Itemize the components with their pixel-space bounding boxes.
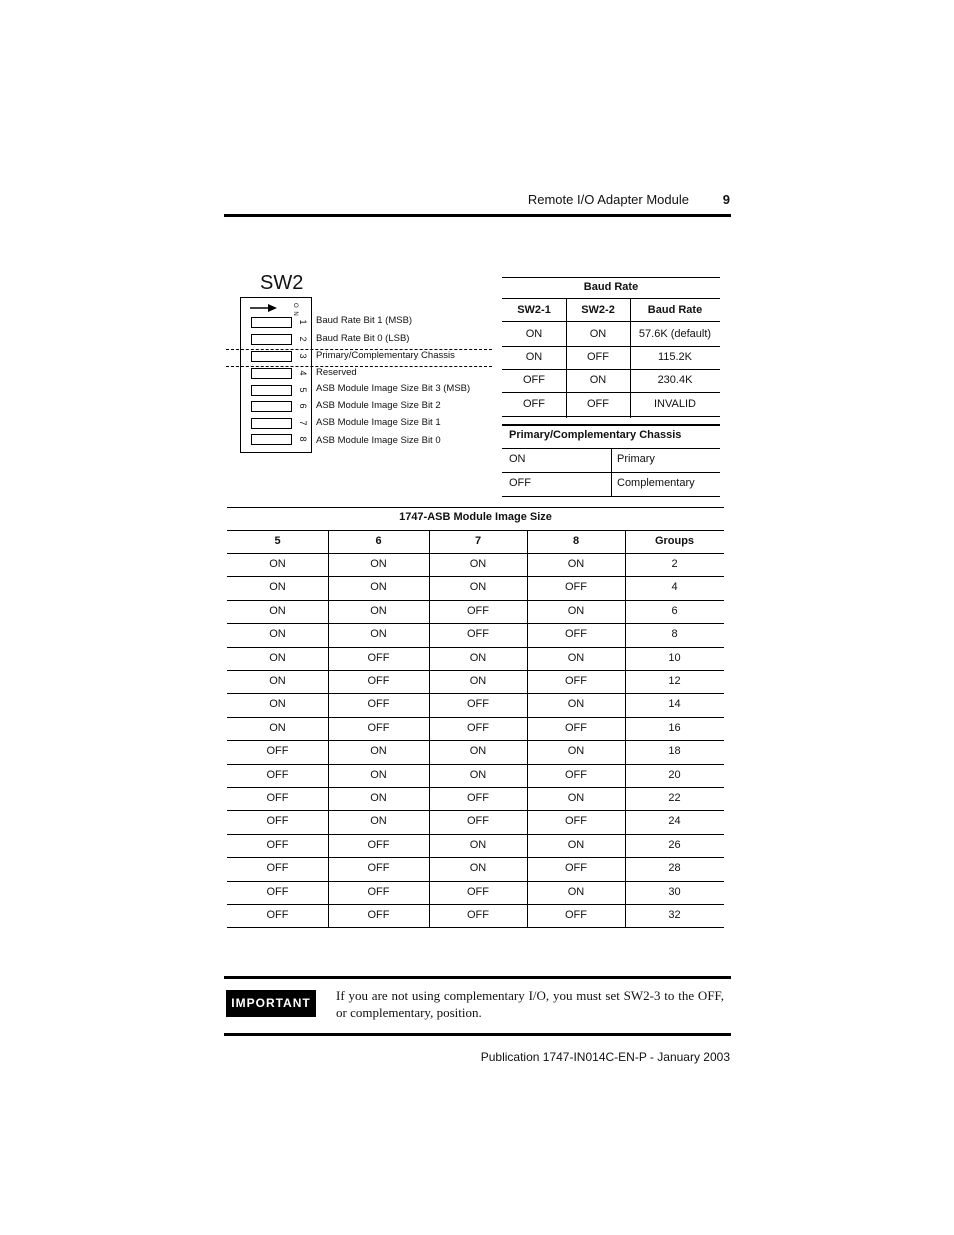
switch-number-1: 1 bbox=[298, 319, 308, 325]
publication-footer: Publication 1747-IN014C-EN-P - January 2003 bbox=[480, 1050, 730, 1064]
baud-row-rule bbox=[502, 346, 720, 347]
chassis-meaning: Complementary bbox=[617, 477, 695, 489]
image-cell: 32 bbox=[668, 909, 681, 921]
image-cell: OFF bbox=[565, 862, 587, 874]
image-cell: 2 bbox=[671, 558, 678, 570]
switch-number-6: 6 bbox=[298, 403, 308, 409]
image-cell: OFF bbox=[266, 792, 289, 804]
switch-slot-5 bbox=[251, 385, 292, 396]
image-row-rule bbox=[227, 647, 724, 648]
image-cell: 14 bbox=[668, 698, 681, 710]
image-cell: ON bbox=[269, 605, 286, 617]
baud-cell: 115.2K bbox=[657, 351, 693, 363]
image-cell: ON bbox=[370, 581, 387, 593]
image-row-rule bbox=[227, 927, 724, 928]
image-cell: ON bbox=[567, 886, 585, 898]
baud-cell: OFF bbox=[523, 398, 545, 410]
switch-label-3: Primary/Complementary Chassis bbox=[316, 350, 455, 361]
baud-cell: ON bbox=[525, 328, 543, 340]
image-cell: OFF bbox=[565, 769, 587, 781]
switch-slot-1 bbox=[251, 317, 292, 328]
switch-label-6: ASB Module Image Size Bit 2 bbox=[316, 400, 441, 411]
baud-cell: OFF bbox=[587, 351, 609, 363]
baud-rule-header bbox=[502, 321, 720, 322]
image-title: 1747-ASB Module Image Size bbox=[399, 511, 552, 523]
image-cell: ON bbox=[370, 815, 387, 827]
image-cell: ON bbox=[567, 698, 585, 710]
image-cell: 4 bbox=[671, 581, 678, 593]
image-cell: ON bbox=[370, 628, 387, 640]
chassis-rule-top bbox=[502, 424, 720, 426]
image-cell: 20 bbox=[668, 769, 681, 781]
image-cell: OFF bbox=[467, 628, 489, 640]
image-cell: OFF bbox=[367, 675, 390, 687]
image-cell: ON bbox=[469, 652, 487, 664]
image-cell: OFF bbox=[266, 815, 289, 827]
image-cell: 24 bbox=[668, 815, 681, 827]
baud-rule-top bbox=[502, 277, 720, 278]
image-cell: ON bbox=[469, 558, 487, 570]
image-cell: OFF bbox=[467, 722, 489, 734]
chassis-col-divider bbox=[611, 448, 612, 496]
on-label: O N bbox=[292, 303, 298, 317]
chassis-setting: OFF bbox=[509, 477, 531, 489]
image-cell: ON bbox=[469, 675, 487, 687]
image-cell: ON bbox=[567, 792, 585, 804]
baud-cell: INVALID bbox=[654, 398, 696, 410]
image-col-divider bbox=[429, 530, 430, 927]
image-cell: ON bbox=[269, 675, 286, 687]
image-row-rule bbox=[227, 623, 724, 624]
baud-header-0: SW2-1 bbox=[517, 304, 551, 316]
image-cell: 6 bbox=[671, 605, 678, 617]
image-row-rule bbox=[227, 834, 724, 835]
image-row-rule bbox=[227, 600, 724, 601]
image-row-rule bbox=[227, 787, 724, 788]
image-cell: OFF bbox=[467, 698, 489, 710]
image-row-rule bbox=[227, 740, 724, 741]
image-cell: OFF bbox=[467, 815, 489, 827]
image-cell: OFF bbox=[367, 886, 390, 898]
switch-label-5: ASB Module Image Size Bit 3 (MSB) bbox=[316, 383, 471, 394]
image-row-rule bbox=[227, 693, 724, 694]
baud-header-2: Baud Rate bbox=[647, 304, 703, 316]
important-rule-bottom bbox=[224, 1033, 731, 1036]
switch-slot-8 bbox=[251, 434, 292, 445]
chassis-row-rule bbox=[502, 496, 720, 497]
image-cell: OFF bbox=[467, 909, 489, 921]
image-cell: OFF bbox=[467, 605, 489, 617]
image-row-rule bbox=[227, 670, 724, 671]
image-cell: ON bbox=[469, 839, 487, 851]
baud-row-rule bbox=[502, 416, 720, 417]
image-cell: OFF bbox=[266, 745, 289, 757]
image-cell: ON bbox=[567, 745, 585, 757]
switch-number-2: 2 bbox=[298, 336, 308, 342]
image-row-rule bbox=[227, 857, 724, 858]
switch-slot-6 bbox=[251, 401, 292, 412]
image-cell: ON bbox=[567, 839, 585, 851]
image-cell: OFF bbox=[565, 628, 587, 640]
image-header-3: 8 bbox=[572, 535, 580, 547]
image-cell: 12 bbox=[668, 675, 681, 687]
running-header-title: Remote I/O Adapter Module bbox=[527, 192, 689, 207]
important-text: If you are not using complementary I/O, you must set SW2-3 to the OFF, or complementary, position. bbox=[336, 988, 724, 1020]
switch-slot-3 bbox=[251, 351, 292, 362]
image-cell: 8 bbox=[671, 628, 678, 640]
image-row-rule bbox=[227, 576, 724, 577]
baud-col-divider bbox=[566, 298, 567, 418]
baud-cell: OFF bbox=[587, 398, 609, 410]
image-cell: ON bbox=[469, 862, 487, 874]
image-cell: OFF bbox=[565, 815, 587, 827]
baud-row-rule bbox=[502, 369, 720, 370]
image-col-divider bbox=[625, 530, 626, 927]
image-cell: ON bbox=[370, 792, 387, 804]
image-cell: ON bbox=[370, 745, 387, 757]
image-rule-header-top bbox=[227, 530, 724, 531]
switch-number-4: 4 bbox=[298, 370, 308, 376]
switch-number-8: 8 bbox=[298, 436, 308, 442]
image-cell: 16 bbox=[668, 722, 681, 734]
baud-cell: ON bbox=[525, 351, 543, 363]
baud-row-rule bbox=[502, 392, 720, 393]
header-rule bbox=[224, 214, 731, 217]
image-cell: OFF bbox=[565, 581, 587, 593]
baud-rule-header-top bbox=[502, 298, 720, 299]
baud-header-1: SW2-2 bbox=[581, 304, 615, 316]
image-cell: OFF bbox=[266, 862, 289, 874]
switch-title: SW2 bbox=[260, 272, 304, 294]
image-cell: ON bbox=[567, 652, 585, 664]
image-cell: OFF bbox=[367, 839, 390, 851]
image-cell: ON bbox=[370, 605, 387, 617]
image-header-2: 7 bbox=[474, 535, 482, 547]
image-cell: OFF bbox=[367, 652, 390, 664]
image-row-rule bbox=[227, 764, 724, 765]
image-rule-top bbox=[227, 507, 724, 508]
image-col-divider bbox=[527, 530, 528, 927]
switch-label-8: ASB Module Image Size Bit 0 bbox=[316, 435, 441, 446]
image-cell: OFF bbox=[367, 722, 390, 734]
image-cell: ON bbox=[269, 628, 286, 640]
baud-col-divider bbox=[630, 298, 631, 418]
image-cell: OFF bbox=[266, 886, 289, 898]
image-cell: OFF bbox=[467, 886, 489, 898]
baud-cell: ON bbox=[589, 374, 607, 386]
page-number: 9 bbox=[722, 192, 730, 207]
switch-number-3: 3 bbox=[298, 353, 308, 359]
image-cell: ON bbox=[269, 652, 286, 664]
image-cell: ON bbox=[469, 745, 487, 757]
baud-title: Baud Rate bbox=[583, 281, 639, 293]
image-cell: OFF bbox=[467, 792, 489, 804]
switch-slot-4 bbox=[251, 368, 292, 379]
image-cell: ON bbox=[269, 722, 286, 734]
image-cell: ON bbox=[370, 558, 387, 570]
image-cell: 10 bbox=[668, 652, 681, 664]
dashed-guide-top bbox=[226, 349, 492, 350]
image-cell: OFF bbox=[565, 722, 587, 734]
image-rule-header bbox=[227, 553, 724, 554]
image-cell: 22 bbox=[668, 792, 681, 804]
chassis-title: Primary/Complementary Chassis bbox=[509, 429, 682, 441]
image-cell: ON bbox=[469, 581, 487, 593]
switch-number-7: 7 bbox=[298, 420, 308, 426]
image-header-4: Groups bbox=[654, 535, 695, 547]
image-cell: OFF bbox=[565, 909, 587, 921]
image-cell: 30 bbox=[668, 886, 681, 898]
image-cell: 26 bbox=[668, 839, 681, 851]
baud-cell: 230.4K bbox=[657, 374, 693, 386]
image-cell: OFF bbox=[266, 839, 289, 851]
important-badge: IMPORTANT bbox=[226, 990, 316, 1017]
switch-number-5: 5 bbox=[298, 387, 308, 393]
image-cell: OFF bbox=[367, 698, 390, 710]
switch-label-2: Baud Rate Bit 0 (LSB) bbox=[316, 333, 410, 344]
chassis-setting: ON bbox=[509, 453, 526, 465]
image-cell: ON bbox=[269, 698, 286, 710]
image-cell: ON bbox=[469, 769, 487, 781]
on-arrow-icon bbox=[250, 303, 280, 313]
image-cell: ON bbox=[269, 558, 286, 570]
image-cell: 18 bbox=[668, 745, 681, 757]
chassis-meaning: Primary bbox=[617, 453, 655, 465]
image-cell: 28 bbox=[668, 862, 681, 874]
baud-cell: ON bbox=[589, 328, 607, 340]
image-cell: ON bbox=[370, 769, 387, 781]
dashed-guide-bottom bbox=[226, 366, 492, 367]
switch-label-4: Reserved bbox=[316, 367, 357, 378]
baud-cell: OFF bbox=[523, 374, 545, 386]
image-cell: OFF bbox=[367, 909, 390, 921]
switch-label-1: Baud Rate Bit 1 (MSB) bbox=[316, 315, 413, 326]
image-cell: OFF bbox=[266, 909, 289, 921]
image-cell: ON bbox=[567, 605, 585, 617]
image-row-rule bbox=[227, 881, 724, 882]
switch-slot-7 bbox=[251, 418, 292, 429]
image-cell: OFF bbox=[266, 769, 289, 781]
switch-slot-2 bbox=[251, 334, 292, 345]
baud-cell: 57.6K (default) bbox=[638, 328, 712, 340]
image-cell: ON bbox=[269, 581, 286, 593]
image-header-0: 5 bbox=[274, 535, 281, 547]
image-cell: ON bbox=[567, 558, 585, 570]
image-header-1: 6 bbox=[375, 535, 382, 547]
important-rule-top bbox=[224, 976, 731, 979]
switch-label-7: ASB Module Image Size Bit 1 bbox=[316, 417, 441, 428]
image-row-rule bbox=[227, 717, 724, 718]
image-cell: OFF bbox=[565, 675, 587, 687]
image-row-rule bbox=[227, 904, 724, 905]
image-cell: OFF bbox=[367, 862, 390, 874]
image-row-rule bbox=[227, 810, 724, 811]
image-col-divider bbox=[328, 530, 329, 927]
